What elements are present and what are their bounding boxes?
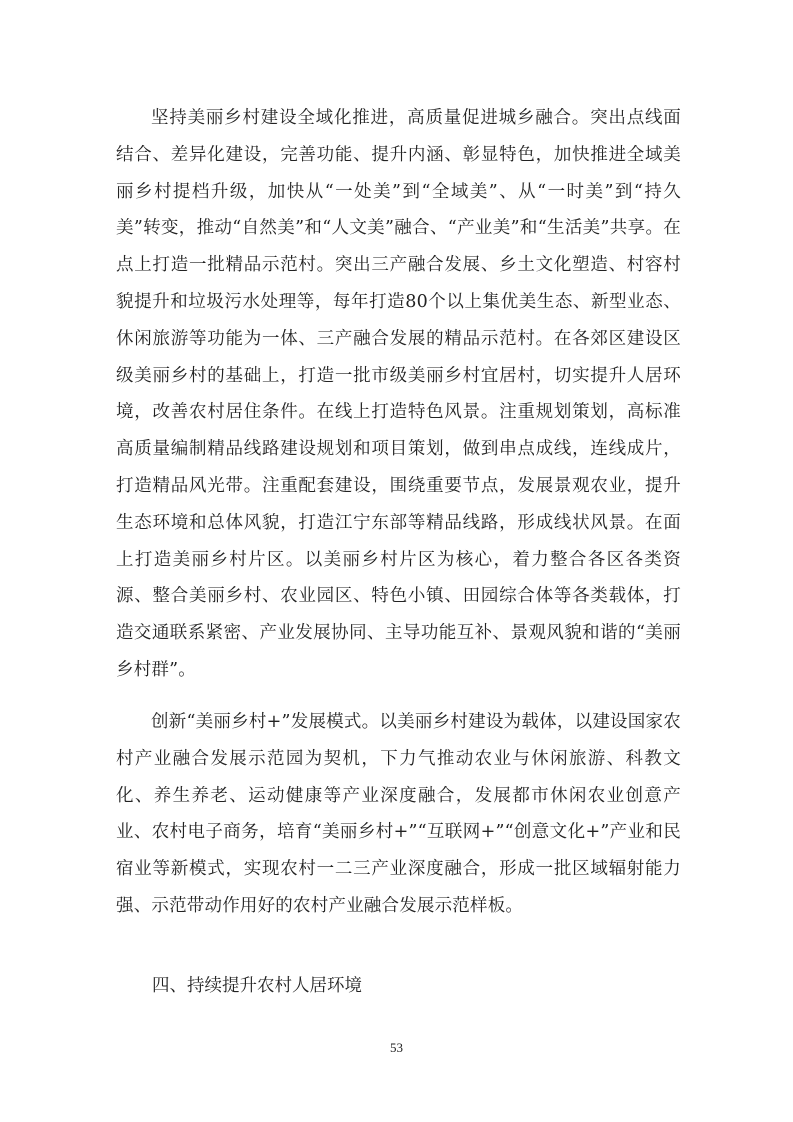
- section-heading: 四、持续提升农村人居环境: [152, 976, 362, 996]
- page-number: 53: [390, 1040, 403, 1055]
- paragraph-beautiful-village-plus: 创新“美丽乡村+”发展模式。以美丽乡村建设为载体，以建设国家农村产业融合发展示范园为契机，下力气推动农业与休闲旅游、科教文化、养生养老、运动健康等产业深度融合，发展都市休闲农业创意产业、农村电子商务，培育“美丽乡村+”“互联网+”“创意文化+”产业和民宿业等新模式，实现农村一二三产业深度融合，形成一批区域辐射能力强、示范带动作用好的农村产业融合发展示范样板。: [116, 712, 681, 916]
- paragraph-beautiful-village-zoning: 坚持美丽乡村建设全域化推进，高质量促进城乡融合。突出点线面结合、差异化建设，完善功能、提升内涵、彰显特色，加快推进全域美丽乡村提档升级，加快从“一处美”到“全域美”、从“一时美”到“持久美”转变，推动“自然美”和“人文美”融合、“产业美”和“生活美”共享。在点上打造一批精品示范村。突出三产融合发展、乡土文化塑造、村容村貌提升和垃圾污水处理等，每年打造80个以上集优美生态、新型业态、休闲旅游等功能为一体、三产融合发展的精品示范村。在各郊区建设区级美丽乡村的基础上，打造一批市级美丽乡村宜居村，切实提升人居环境，改善农村居住条件。在线上打造特色风景。注重规划策划，高标准高质量编制精品线路建设规划和项目策划，做到串点成线，连线成片，打造精品风光带。注重配套建设，围绕重要节点，发展景观农业，提升生态环境和总体风貌，打造江宁东部等精品线路，形成线状风景。在面上打造美丽乡村片区。以美丽乡村片区为核心，着力整合各区各类资源、整合美丽乡村、农业园区、特色小镇、田园综合体等各类载体，打造交通联系紧密、产业发展协同、主导功能互补、景观风貌和谐的“美丽乡村群”。: [116, 108, 681, 680]
